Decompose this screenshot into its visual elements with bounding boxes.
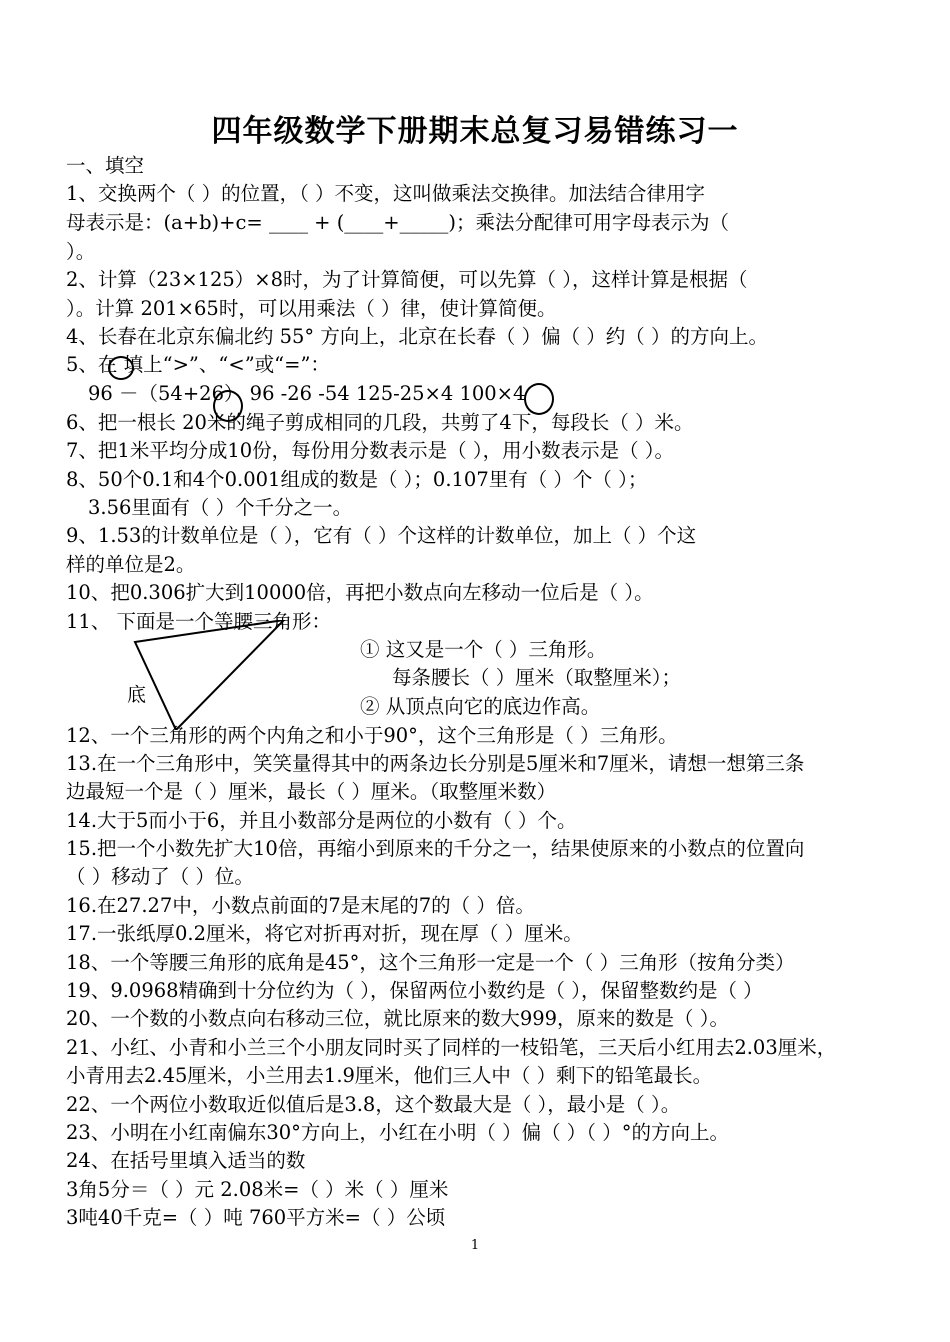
question-5-expressions: 96 －（54+26） 96 -26 -54 125-25×4 100×4 <box>88 382 526 405</box>
question-2-line-2: ）。计算 201×65时，可以用乘法（ ）律，使计算简便。 <box>66 297 557 320</box>
triangle-outline <box>135 620 284 730</box>
question-20: 20、一个数的小数点向右移动三位，就比原来的数大999，原来的数是（ ）。 <box>66 1007 729 1030</box>
question-4: 4、长春在北京东偏北约 55° 方向上，北京在长春（ ）偏（ ）约（ ）的方向上。 <box>66 325 768 348</box>
page-number: 1 <box>470 1238 480 1253</box>
triangle-base-label: 底 <box>127 684 147 706</box>
question-15-line-1: 15.把一个小数先扩大10倍，再缩小到原来的千分之一，结果使原来的小数点的位置向 <box>66 837 805 860</box>
question-11-option-1: ① 这又是一个（ ）三角形。 <box>360 638 607 661</box>
question-9-line-2: 样的单位是2。 <box>66 553 196 576</box>
question-15-line-2: （ ）移动了（ ）位。 <box>66 865 254 888</box>
question-1-line-3: ）。 <box>66 240 96 263</box>
question-12: 12、一个三角形的两个内角之和小于90°，这个三角形是（ ）三角形。 <box>66 724 678 747</box>
worksheet-title: 四年级数学下册期末总复习易错练习一 <box>211 114 739 149</box>
question-17: 17.一张纸厚0.2厘米，将它对折再对折，现在厚（ ）厘米。 <box>66 922 583 945</box>
question-6: 6、把一根长 20米的绳子剪成相同的几段，共剪了4下，每段长（ ）米。 <box>66 411 694 434</box>
question-7: 7、把1米平均分成10份，每份用分数表示是（ ），用小数表示是（ ）。 <box>66 439 675 462</box>
question-13-line-2: 边最短一个是（ ）厘米，最长（ ）厘米。（取整厘米数） <box>66 780 557 803</box>
question-14: 14.大于5而小于6，并且小数部分是两位的小数有（ ）个。 <box>66 809 577 832</box>
question-22: 22、一个两位小数取近似值后是3.8，这个数最大是（ ），最小是（ ）。 <box>66 1093 681 1116</box>
question-24-part-b: 3吨40千克=（ ）吨 760平方米=（ ）公顷 <box>66 1206 446 1229</box>
question-8-line-1: 8、50个0.1和4个0.001组成的数是（ ）；0.107里有（ ）个（ ）； <box>66 468 648 491</box>
question-19: 19、9.0968精确到十分位约为（ ），保留两位小数约是（ ），保留整数约是（ ） <box>66 979 763 1002</box>
question-9-line-1: 9、1.53的计数单位是（ ），它有（ ）个这样的计数单位，加上（ ）个这 <box>66 524 697 547</box>
question-23: 23、小明在小红南偏东30°方向上，小红在小明（ ）偏（ ）（ ）°的方向上。 <box>66 1121 729 1144</box>
question-21-line-1: 21、小红、小青和小兰三个小朋友同时买了同样的一枝铅笔，三天后小红用去2.03厘米， <box>66 1036 837 1059</box>
question-24: 24、在括号里填入适当的数 <box>66 1149 306 1172</box>
section-heading: 一、填空 <box>66 154 145 177</box>
question-5: 5、在 填上“>”、“<”或“=”： <box>66 353 330 376</box>
isosceles-triangle-figure <box>120 620 320 730</box>
question-24-part-a: 3角5分＝（ ）元 2.08米=（ ）米（ ）厘米 <box>66 1178 449 1201</box>
question-11-option-1-leg: 每条腰长（ ）厘米（取整厘米）； <box>392 666 681 689</box>
question-13-line-1: 13.在一个三角形中，笑笑量得其中的两条边长分别是5厘米和7厘米，请想一想第三条 <box>66 752 805 775</box>
question-10: 10、把0.306扩大到10000倍，再把小数点向左移动一位后是（ ）。 <box>66 581 654 604</box>
question-11-option-2: ② 从顶点向它的底边作高。 <box>360 695 601 718</box>
question-2-line-1: 2、计算（23×125）×8时，为了计算简便，可以先算（ ），这样计算是根据（ <box>66 268 748 291</box>
question-21-line-2: 小青用去2.45厘米，小兰用去1.9厘米，他们三人中（ ）剩下的铅笔最长。 <box>66 1064 713 1087</box>
question-1-line-1: 1、交换两个（ ）的位置，（ ）不变，这叫做乘法交换律。加法结合律用字 <box>66 182 706 205</box>
question-8-line-2: 3.56里面有（ ）个千分之一。 <box>88 496 353 519</box>
question-11: 11、 下面是一个等腰三角形： <box>66 610 332 633</box>
compare-circle-example <box>108 356 134 380</box>
question-16: 16.在27.27中，小数点前面的7是末尾的7的（ ）倍。 <box>66 894 535 917</box>
question-1-line-2: 母表示是：(a+b)+c= ____ + (____+_____)；乘法分配律可用字母表示为（ <box>66 211 730 234</box>
question-18: 18、一个等腰三角形的底角是45°，这个三角形一定是一个（ ）三角形（按角分类） <box>66 951 795 974</box>
